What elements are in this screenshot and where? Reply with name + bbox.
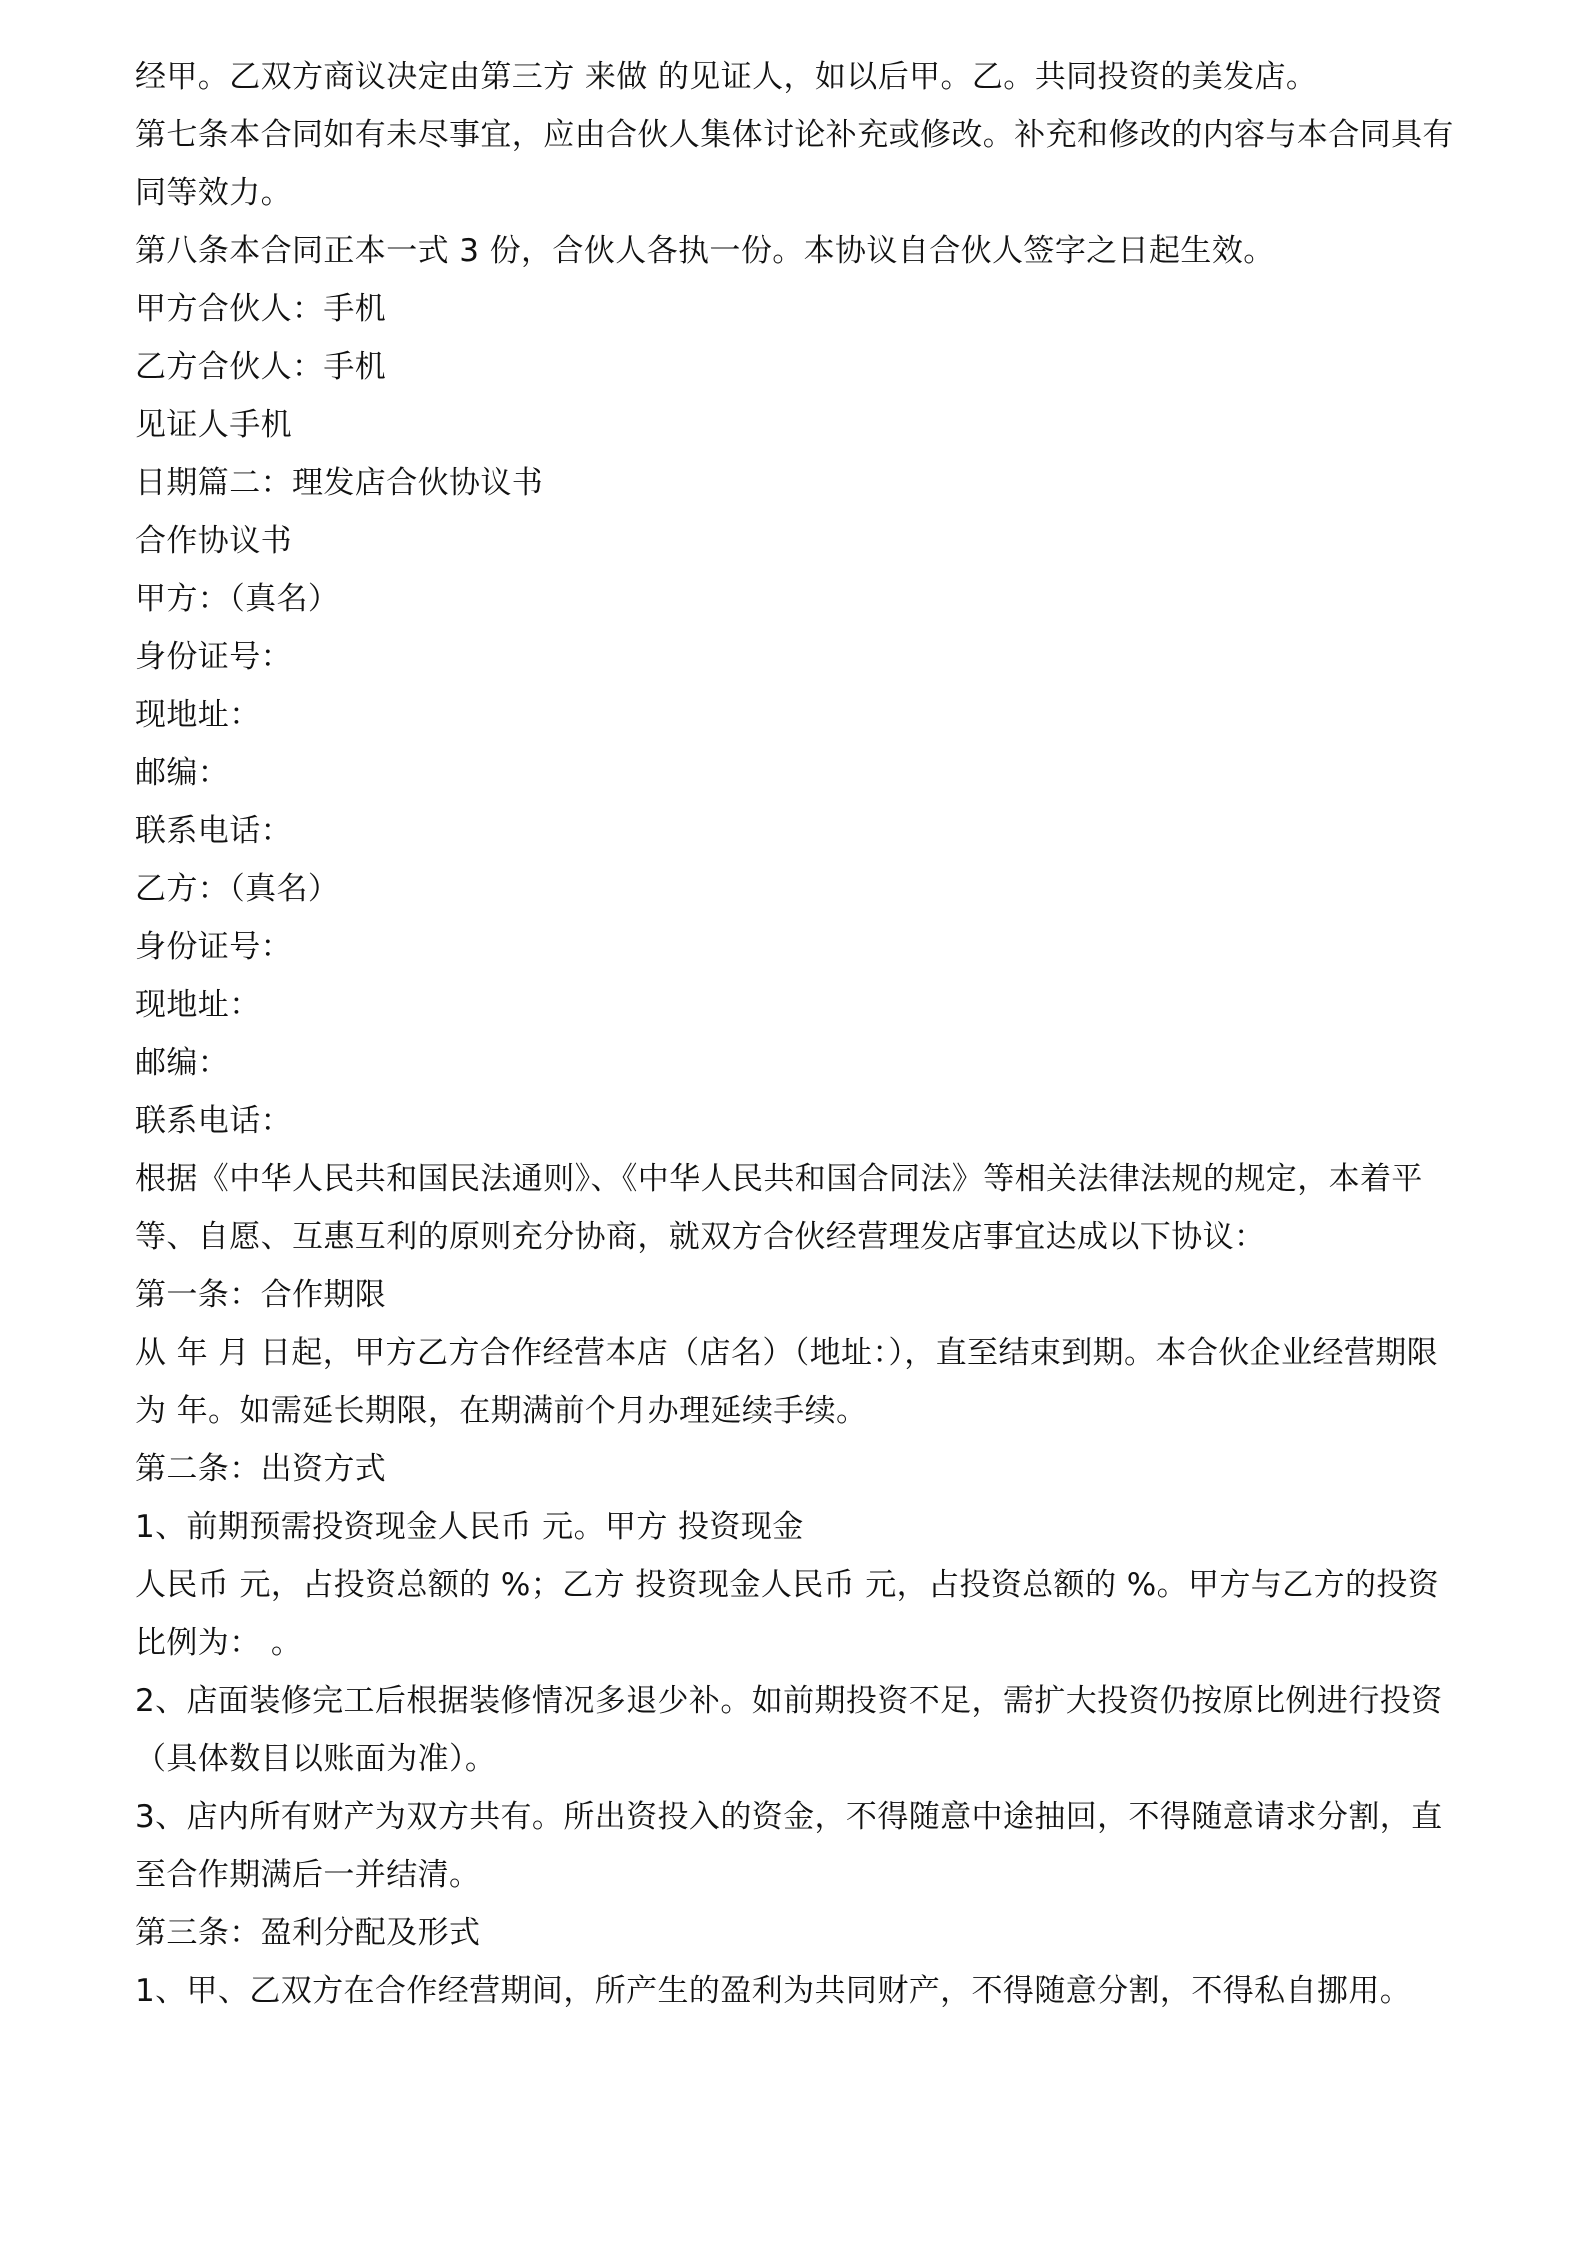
party-b-partner-line: 乙方合伙人：手机 xyxy=(135,349,387,385)
profit-clause-1: 1、甲、乙双方在合作经营期间，所产生的盈利为共同财产，不得随意分割，不得私自挪用。 xyxy=(135,1973,1412,2009)
document-body xyxy=(135,48,1455,2020)
party-a-postcode-field: 邮编： xyxy=(135,755,230,791)
legal-basis-paragraph: 根据《中华人民共和国民法通则》、《中华人民共和国合同法》等相关法律法规的规定，本着平等、自愿、互惠互利的原则充分协商，就双方合伙经营理发店事宜达成以下协议： xyxy=(135,1161,1423,1255)
party-a-partner-line: 甲方合伙人：手机 xyxy=(135,291,387,327)
investment-clause-2: 2、店面装修完工后根据装修情况多退少补。如前期投资不足，需扩大投资仍按原比例进行投资（具体数目以账面为准）。 xyxy=(135,1683,1443,1777)
section-title-part-two: 日期篇二：理发店合伙协议书 xyxy=(135,465,544,501)
article-3-heading: 第三条：盈利分配及形式 xyxy=(135,1915,481,1951)
agreement-title: 合作协议书 xyxy=(135,523,292,559)
investment-ratio-clause: 人民币 元，占投资总额的 %；乙方 投资现金人民币 元，占投资总额的 %。甲方与乙方的投资比例为： 。 xyxy=(135,1567,1440,1661)
paragraph-witness-intro: 经甲。乙双方商议决定由第三方 来做 的见证人，如以后甲。乙。共同投资的美发店。 xyxy=(135,59,1318,95)
paragraph-article-8: 第八条本合同正本一式 3 份，合伙人各执一份。本协议自合伙人签字之日起生效。 xyxy=(135,233,1275,269)
party-b-name-field: 乙方：（真名） xyxy=(135,871,340,907)
article-1-heading: 第一条：合作期限 xyxy=(135,1277,387,1313)
party-a-address-field: 现地址： xyxy=(135,697,261,733)
party-b-id-field: 身份证号： xyxy=(135,929,292,965)
investment-clause-1: 1、前期预需投资现金人民币 元。甲方 投资现金 xyxy=(135,1509,804,1545)
witness-line: 见证人手机 xyxy=(135,407,292,443)
party-b-phone-field: 联系电话： xyxy=(135,1103,292,1139)
party-a-phone-field: 联系电话： xyxy=(135,813,292,849)
party-a-id-field: 身份证号： xyxy=(135,639,292,675)
party-b-postcode-field: 邮编： xyxy=(135,1045,230,1081)
paragraph-article-7: 第七条本合同如有未尽事宜，应由合伙人集体讨论补充或修改。补充和修改的内容与本合同具有同等效力。 xyxy=(135,117,1454,211)
party-a-name-field: 甲方：（真名） xyxy=(135,581,340,617)
article-2-heading: 第二条：出资方式 xyxy=(135,1451,387,1487)
party-b-address-field: 现地址： xyxy=(135,987,261,1023)
article-1-content: 从 年 月 日起，甲方乙方合作经营本店（店名）（地址：），直至结束到期。本合伙企业经营期限为 年。如需延长期限，在期满前个月办理延续手续。 xyxy=(135,1335,1439,1429)
investment-clause-3: 3、店内所有财产为双方共有。所出资投入的资金，不得随意中途抽回，不得随意请求分割，直至合作期满后一并结清。 xyxy=(135,1799,1443,1893)
